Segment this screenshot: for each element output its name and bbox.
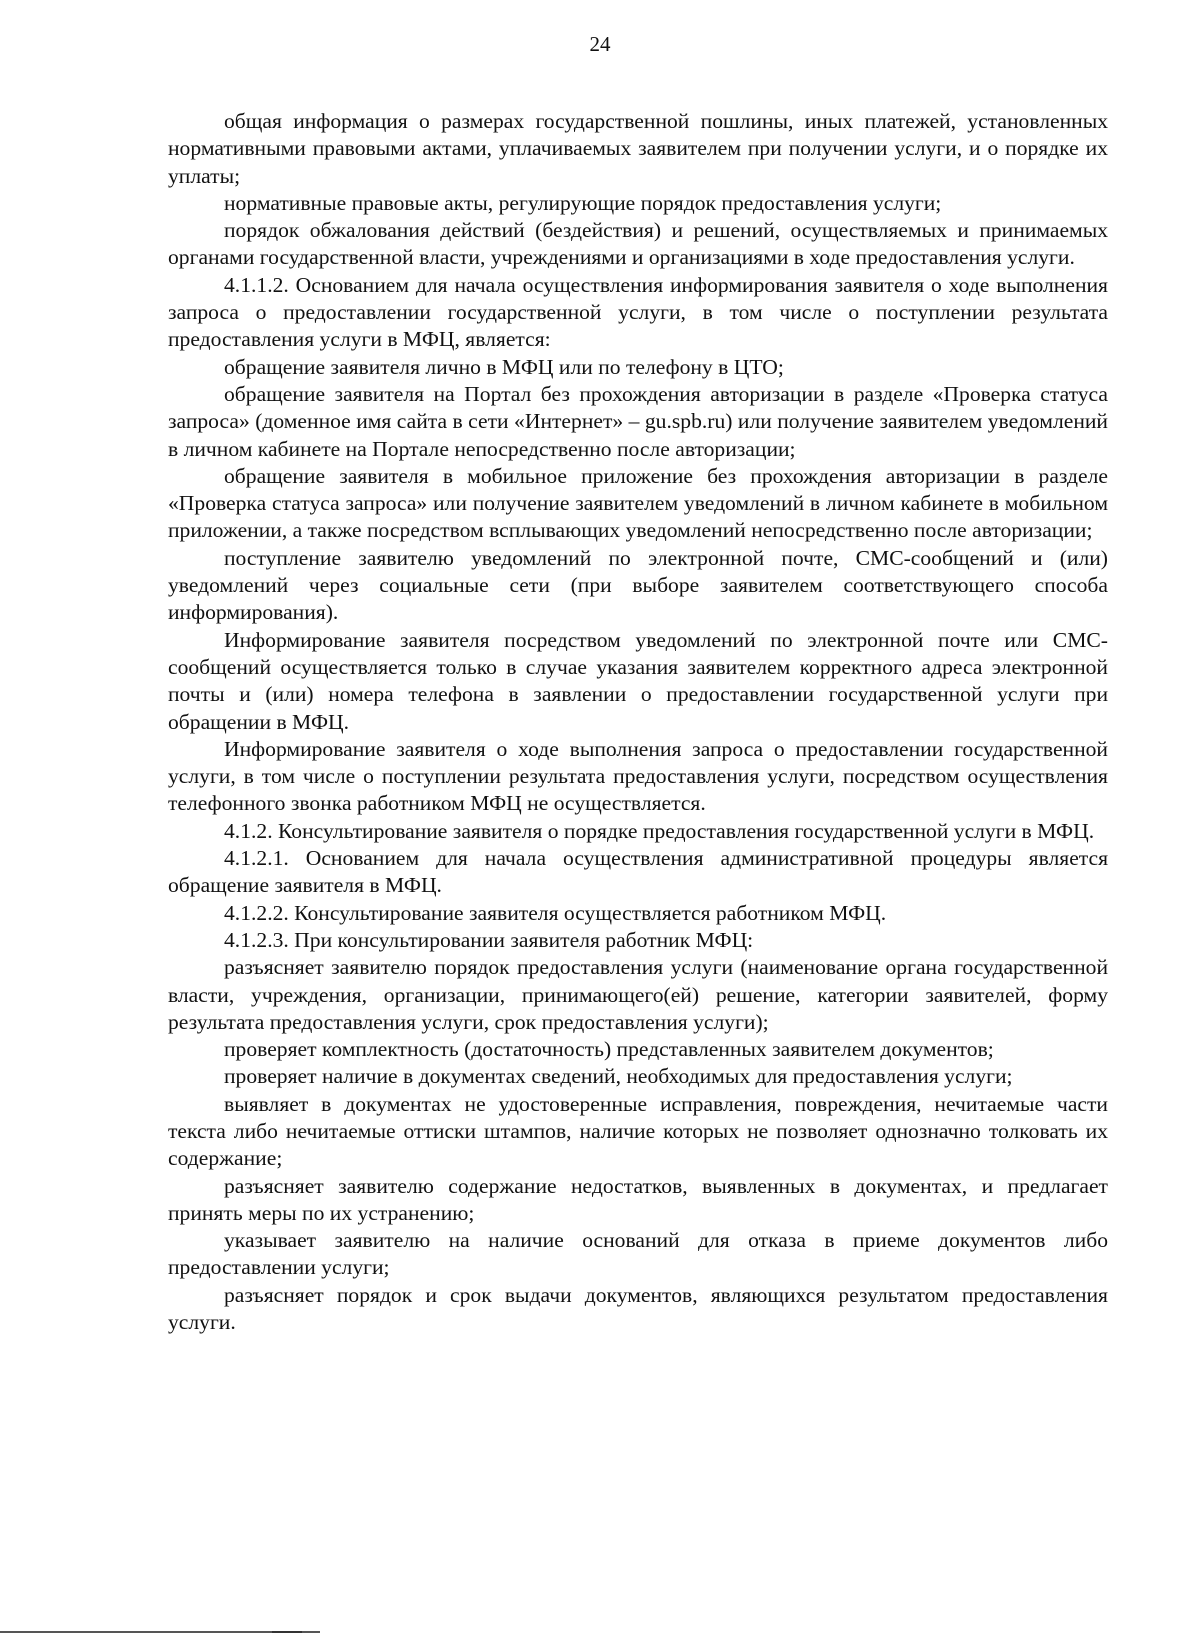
paragraph: 4.1.2.3. При консультировании заявителя работник МФЦ:: [224, 927, 754, 952]
paragraph: нормативные правовые акты, регулирующие порядок предоставления услуги;: [224, 190, 942, 215]
paragraph: разъясняет заявителю содержание недостатков, выявленных в документах, и предлагает принять меры по их устранению;: [168, 1173, 1108, 1225]
paragraph: обращение заявителя на Портал без прохождения авторизации в разделе «Проверка статуса запроса» (доменное имя сайта в сети «Интернет» – gu.spb.ru) или получение заявителем уведомлений в личном кабинете на Портале непосредственно после авторизации;: [168, 381, 1108, 461]
paragraph: обращение заявителя лично в МФЦ или по телефону в ЦТО;: [224, 354, 784, 379]
paragraph: разъясняет заявителю порядок предоставления услуги (наименование органа государственной власти, учреждения, организации, принимающего(ей) решение, категории заявителей, форму результата предоставления услуги, срок предоставления услуги);: [168, 955, 1108, 1034]
paragraph: проверяет комплектность (достаточность) представленных заявителем документов;: [224, 1037, 994, 1062]
paragraph: проверяет наличие в документах сведений, необходимых для предоставления услуги;: [224, 1064, 1013, 1089]
paragraph: общая информация о размерах государственной пошлины, иных платежей, установленных нормативными правовыми актами, уплачиваемых заявителем при получении услуги, и о порядке их уплаты;: [168, 109, 1108, 188]
paragraph: 4.1.2.2. Консультирование заявителя осуществляется работником МФЦ.: [224, 900, 887, 925]
paragraph: Информирование заявителя о ходе выполнения запроса о предоставлении государственной услуги, в том числе о поступлении результата предоставления услуги, посредством осуществления телефонного звонка работником МФЦ не осуществляется.: [168, 736, 1108, 816]
page-number: 24: [589, 32, 611, 56]
paragraph: 4.1.2. Консультирование заявителя о порядке предоставления государственной услуги в МФЦ.: [224, 818, 1095, 843]
scan-edge-mark: [272, 1631, 302, 1633]
document-body: [168, 108, 1108, 1336]
paragraph: разъясняет порядок и срок выдачи документов, являющихся результатом предоставления услуги.: [168, 1282, 1108, 1335]
paragraph: Информирование заявителя посредством уведомлений по электронной почте или СМС-сообщений осуществляется только в случае указания заявителем корректного адреса электронной почты и (или) номера телефона в заявлении о предоставлении государственной услуги при обращении в МФЦ.: [168, 627, 1108, 734]
paragraph: поступление заявителю уведомлений по электронной почте, СМС-сообщений и (или) уведомлений через социальные сети (при выборе заявителем соответствующего способа информирования).: [168, 545, 1108, 625]
paragraph: выявляет в документах не удостоверенные исправления, повреждения, нечитаемые части текста либо нечитаемые оттиски штампов, наличие которых не позволяет однозначно толковать их содержание;: [168, 1091, 1108, 1171]
paragraph: указывает заявителю на наличие оснований для отказа в приеме документов либо предоставлении услуги;: [168, 1228, 1108, 1280]
paragraph: 4.1.1.2. Основанием для начала осуществления информирования заявителя о ходе выполнения запроса о предоставлении государственной услуги, в том числе о поступлении результата предоставления услуги в МФЦ, является:: [168, 272, 1108, 352]
paragraph: порядок обжалования действий (бездействия) и решений, осуществляемых и принимаемых органами государственной власти, учреждениями и организациями в ходе предоставления услуги.: [168, 218, 1108, 270]
paragraph: обращение заявителя в мобильное приложение без прохождения авторизации в разделе «Проверка статуса запроса» или получение заявителем уведомлений в личном кабинете в мобильном приложении, а также посредством всплывающих уведомлений непосредственно после авторизации;: [168, 463, 1108, 543]
paragraph: 4.1.2.1. Основанием для начала осуществления административной процедуры является обращение заявителя в МФЦ.: [168, 846, 1108, 898]
